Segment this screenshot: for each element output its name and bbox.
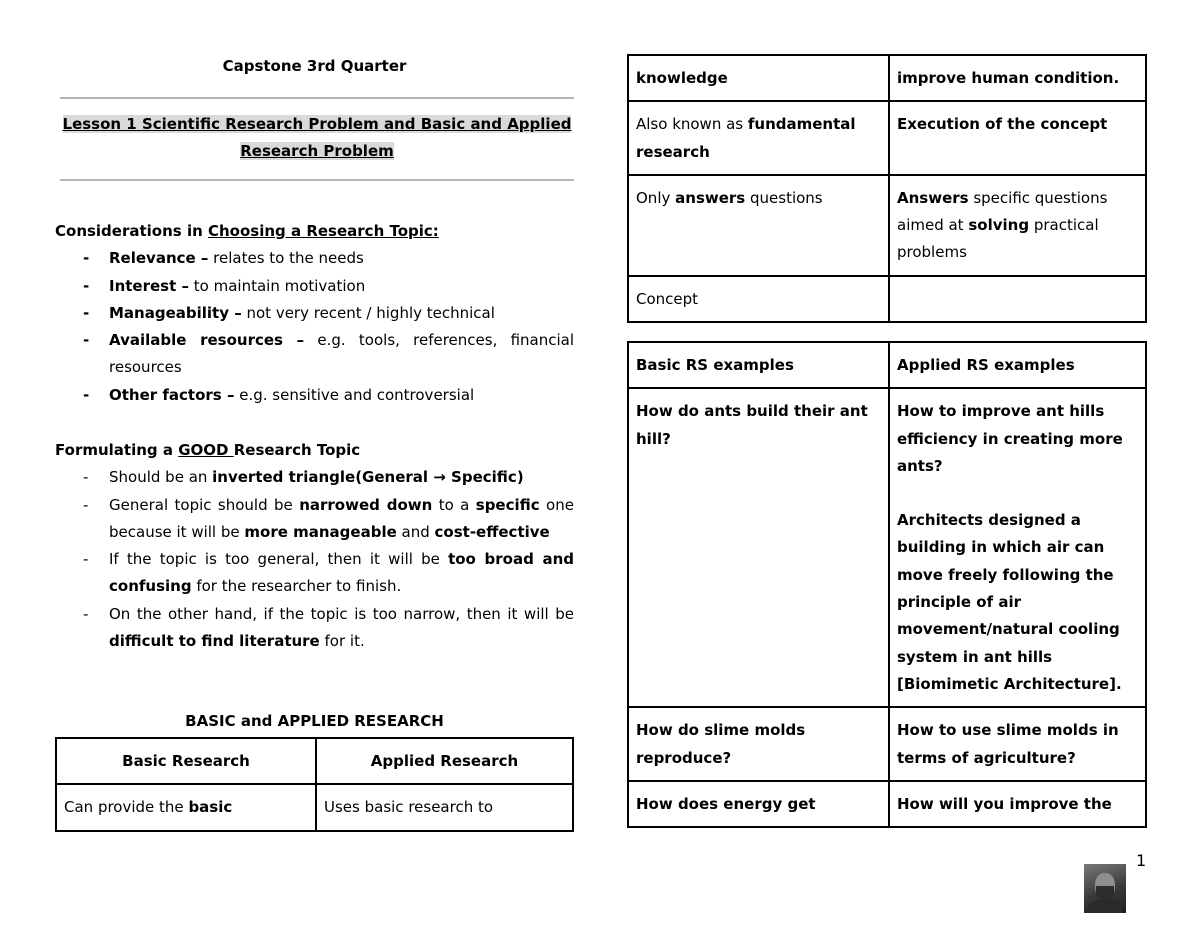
list-item: - Other factors – e.g. sensitive and controversial <box>83 385 475 404</box>
cell-text: questions <box>745 188 823 207</box>
item-text: to a <box>432 495 476 514</box>
considerations-heading <box>55 218 574 245</box>
table-cell <box>628 101 889 175</box>
table-header-cell: Applied RS examples <box>889 342 1146 388</box>
item-text: one because it will be <box>109 495 574 541</box>
item-term: Relevance – <box>109 249 209 268</box>
item-emphasis: too broad and confusing <box>109 550 574 596</box>
item-text: On the other hand, if the topic is too narrow, then it will be <box>109 604 574 623</box>
table-cell: How do ants build their ant hill? <box>628 388 889 707</box>
avatar-beard <box>1096 886 1114 900</box>
item-text: and <box>396 522 435 541</box>
document-title: Capstone 3rd Quarter <box>222 57 407 75</box>
formulating-heading-suffix: Research Topic <box>233 441 361 459</box>
item-text: to maintain motivation <box>189 276 366 295</box>
cell-text: Can provide the <box>64 798 189 817</box>
page-number: 1 <box>1136 851 1147 870</box>
lesson-title <box>60 111 574 165</box>
table-row <box>56 784 573 830</box>
item-emphasis: inverted triangle(General → Specific) <box>212 468 524 487</box>
list-item: - Should be an inverted triangle(General → Specific) <box>83 468 524 487</box>
item-text: relates to the needs <box>208 249 364 268</box>
table-cell: Concept <box>628 276 889 322</box>
basic-applied-table <box>55 737 574 832</box>
cell-paragraph: How to improve ant hills efficiency in creating more ants? <box>897 402 1123 475</box>
formulating-list <box>55 464 574 655</box>
list-item: - Manageability – not very recent / highly technical <box>83 303 495 322</box>
list-item: - Available resources – e.g. tools, references, financial resources <box>83 331 574 377</box>
table-cell <box>628 175 889 276</box>
cell-emphasis: answers <box>675 188 746 207</box>
considerations-heading-underlined: Choosing a Research Topic: <box>207 222 439 240</box>
table-row <box>628 342 1146 388</box>
item-text: e.g. tools, references, financial resources <box>109 331 574 377</box>
item-emphasis: narrowed down <box>299 495 433 514</box>
list-item: - On the other hand, if the topic is too narrow, then it will be difficult to find literature for it. <box>83 604 574 651</box>
table-row <box>628 276 1146 322</box>
item-text: for it. <box>319 632 365 651</box>
table-cell: How does energy get <box>628 781 889 827</box>
item-emphasis: specific <box>475 495 540 514</box>
item-text: Should be an <box>109 468 213 487</box>
formulating-heading <box>55 437 574 464</box>
table-row <box>628 388 1146 707</box>
table-header-cell: Basic RS examples <box>628 342 889 388</box>
item-term: Interest – <box>109 276 189 295</box>
table-cell: Execution of the concept <box>889 101 1146 175</box>
item-text: If the topic is too general, then it will be <box>109 550 449 569</box>
considerations-heading-prefix: Considerations in <box>55 222 208 240</box>
considerations-list <box>55 245 574 409</box>
table-row <box>628 175 1146 276</box>
cell-emphasis: Answers <box>897 188 969 207</box>
table-cell: improve human condition. <box>889 55 1146 101</box>
cell-text: specific questions aimed at <box>897 188 1108 235</box>
item-text: General topic should be <box>109 495 300 514</box>
cell-text: Only <box>636 188 676 207</box>
basic-applied-title: BASIC and APPLIED RESEARCH <box>185 712 444 730</box>
table-row <box>628 101 1146 175</box>
table-header-cell: Basic Research <box>56 738 316 784</box>
cell-emphasis: fundamental research <box>636 115 856 161</box>
table-cell <box>889 276 1146 322</box>
basic-applied-table-continued <box>627 54 1147 323</box>
table-row <box>628 781 1146 827</box>
title-rule-top <box>60 97 574 99</box>
table-cell <box>56 784 316 830</box>
table-row <box>56 738 573 784</box>
table-row <box>628 55 1146 101</box>
cell-text: practical problems <box>897 216 1099 262</box>
table-cell: knowledge <box>628 55 889 101</box>
title-rule-bottom <box>60 179 574 181</box>
lesson-title-line2: Research Problem <box>240 142 394 160</box>
cell-emphasis: basic <box>188 798 233 817</box>
table-header-cell: Applied Research <box>316 738 573 784</box>
item-text: e.g. sensitive and controversial <box>234 385 475 404</box>
table-cell: Uses basic research to <box>316 784 573 830</box>
list-item: - Interest – to maintain motivation <box>83 276 366 295</box>
item-emphasis: more manageable <box>244 522 397 541</box>
avatar-body <box>1088 900 1122 913</box>
list-item: - General topic should be narrowed down to a specific one because it will be more manageable and cost-effective <box>83 495 574 541</box>
item-emphasis: difficult to find literature <box>109 632 320 651</box>
list-item: - If the topic is too general, then it will be too broad and confusing for the researcher to finish. <box>83 550 574 596</box>
item-term: Other factors – <box>109 385 235 404</box>
table-cell <box>889 388 1146 707</box>
item-term: Available resources – <box>109 331 305 350</box>
list-item: - Relevance – relates to the needs <box>83 249 364 268</box>
item-text: not very recent / highly technical <box>241 303 495 322</box>
item-text: for the researcher to finish. <box>191 577 402 596</box>
formulating-heading-underlined: GOOD <box>178 441 234 459</box>
table-cell: How to use slime molds in terms of agriculture? <box>889 707 1146 781</box>
rs-examples-table <box>627 341 1147 828</box>
item-term: Manageability – <box>109 303 242 322</box>
cell-paragraph: Architects designed a building in which air can move freely following the principle of air movement/natural cooling system in ant hills [Biomimetic Architecture]. <box>897 511 1122 693</box>
avatar <box>1084 864 1126 913</box>
table-row <box>628 707 1146 781</box>
cell-emphasis: solving <box>968 216 1030 235</box>
lesson-title-line1: Lesson 1 Scientific Research Problem and Basic and Applied <box>62 115 572 133</box>
table-cell: How do slime molds reproduce? <box>628 707 889 781</box>
item-emphasis: cost-effective <box>434 522 550 541</box>
considerations-section <box>55 218 574 409</box>
table-cell <box>889 175 1146 276</box>
formulating-heading-prefix: Formulating a <box>55 441 179 459</box>
table-cell: How will you improve the <box>889 781 1146 827</box>
cell-text: Also known as <box>636 115 748 134</box>
formulating-section <box>55 437 574 655</box>
